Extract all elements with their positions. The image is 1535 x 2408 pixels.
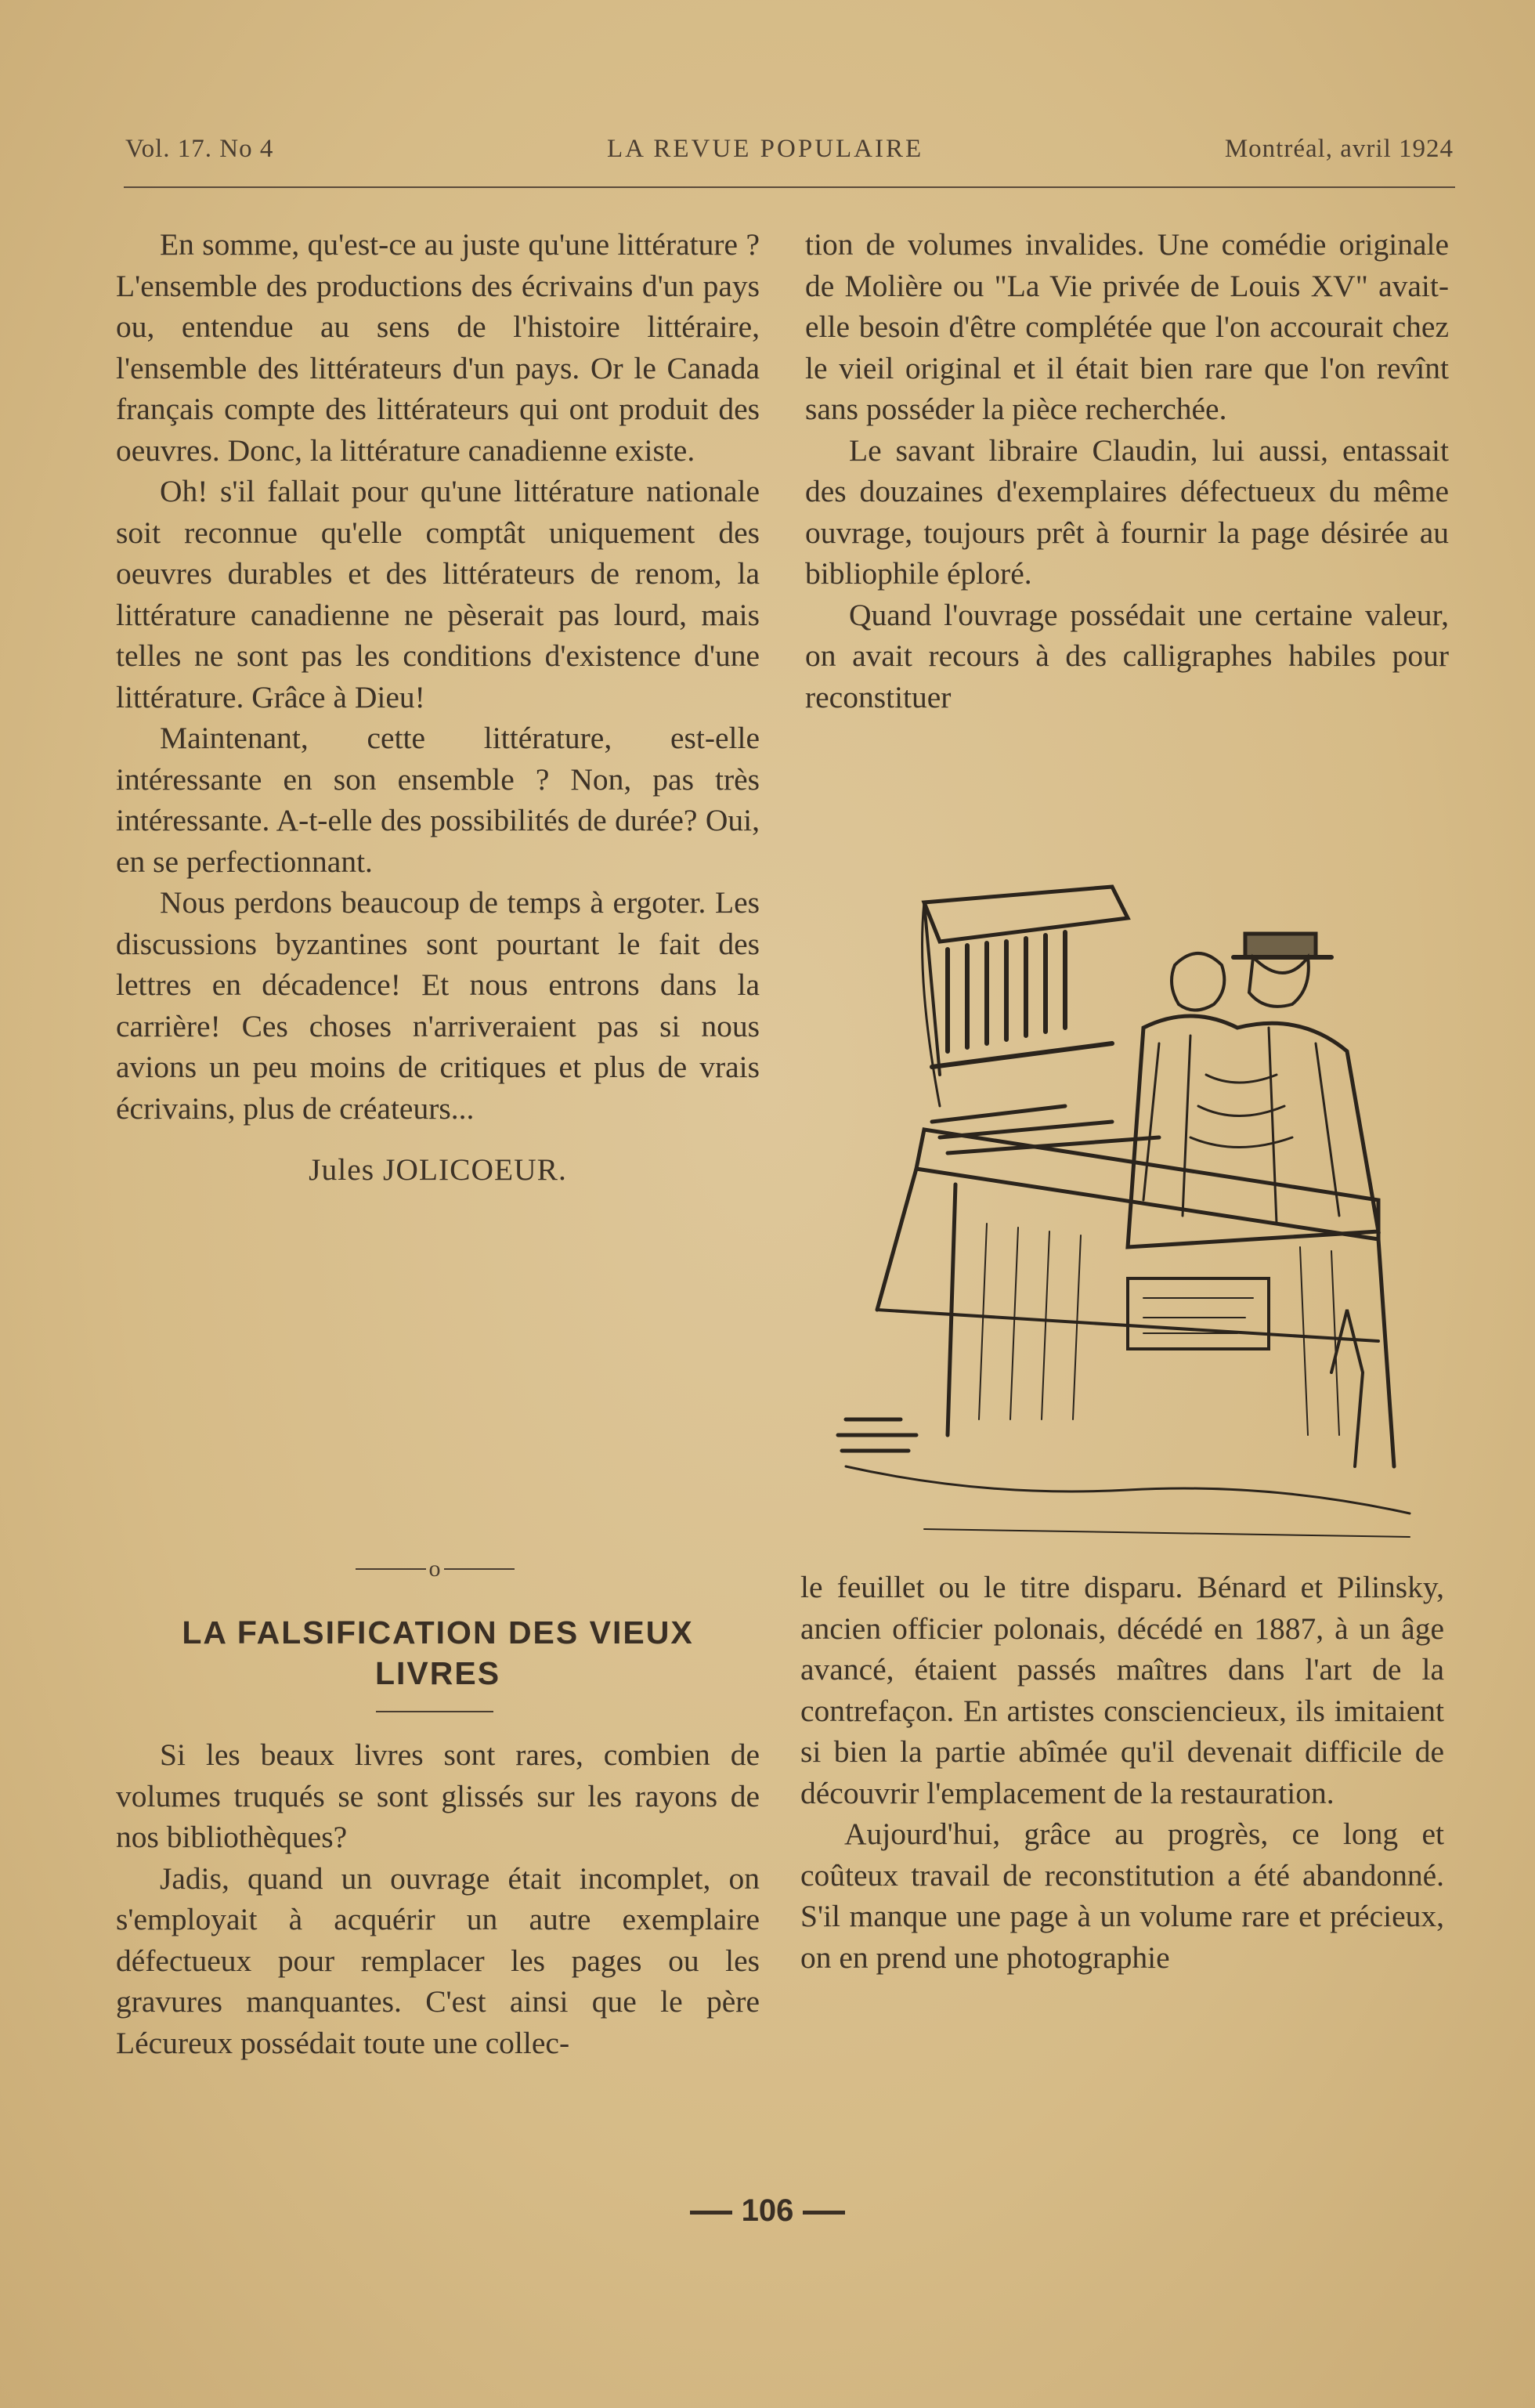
engraving-illustration <box>830 871 1425 1545</box>
issue-date: Montréal, avril 1924 <box>1224 135 1454 163</box>
volume-number: Vol. 17. No 4 <box>125 135 274 163</box>
page-footer <box>0 2193 1535 2229</box>
paragraph: Oh! s'il fallait pour qu'une littérature nationale soit reconnue qu'elle comptât uniquement des oeuvres durables et des littérateurs de renom, la littérature canadienne ne pèserait pas lourd, mais telles ne sont pas les conditions d'existence d'une littérature. Grâce à Dieu! <box>116 474 760 714</box>
running-header <box>125 135 1454 174</box>
divider-mark: o <box>428 1556 441 1582</box>
paragraph: En somme, qu'est-ce au juste qu'une littérature ? L'ensemble des productions des écrivains d'un pays ou, entendue au sens de l'histoire littéraire, l'ensemble des littérateurs d'un pays. Or le Canada français compte des littérateurs qui ont produit des oeuvres. Donc, la littérature canadienne existe. <box>116 227 760 468</box>
paragraph: Jadis, quand un ouvrage était incomplet, on s'employait à acquérir un autre exemplaire défectueux pour remplacer les pages ou les gravures manquantes. C'est ainsi que le père Lécureux possédait toute une collec- <box>116 1860 760 2060</box>
left-column-article-start <box>116 1734 760 2063</box>
right-column-bottom <box>800 1567 1444 1978</box>
paragraph: tion de volumes invalides. Une comédie originale de Molière ou "La Vie privée de Louis XV" avait-elle besoin d'être complétée que l'on accourait chez le vieil original et il était bien rare que l'on revînt sans posséder la pièce recherchée. <box>805 227 1449 426</box>
page-number: 106 <box>741 2193 794 2228</box>
paragraph: Si les beaux livres sont rares, combien de volumes truqués se sont glissés sur les rayons de nos bibliothèques? <box>116 1737 760 1854</box>
paragraph: Maintenant, cette littérature, est-elle intéressante en son ensemble ? Non, pas très intéressante. A-t-elle des possibilités de durée? Oui, en se perfectionnant. <box>116 721 760 879</box>
right-column-top <box>805 224 1449 718</box>
paragraph: Aujourd'hui, grâce au progrès, ce long et coûteux travail de reconstitution a été abandonné. S'il manque une page à un volume rare et précieux, on en prend une photographie <box>800 1817 1444 1975</box>
header-rule <box>124 186 1455 188</box>
paragraph: Nous perdons beaucoup de temps à ergoter. Les discussions byzantines sont pourtant le fait des lettres en décadence! Et nous entrons dans la carrière! Ces choses n'arriveraient pas si nous avions un peu moins de critiques et plus de vrais écrivains, plus de créateurs... <box>116 885 760 1126</box>
author-signature: Jules JOLICOEUR. <box>309 1152 567 1187</box>
paragraph: le feuillet ou le titre disparu. Bénard et Pilinsky, ancien officier polonais, décédé en 1887, à un âge avancé, étaient passés maîtres dans l'art de la contrefaçon. En artistes consciencieux, ils imitaient si bien la partie abîmée qu'il devenait difficile de découvrir l'emplacement de la restauration. <box>800 1570 1444 1810</box>
paragraph: Le savant libraire Claudin, lui aussi, entassait des douzaines d'exemplaires défectueux du même ouvrage, toujours prêt à fournir la page désirée au bibliophile éploré. <box>805 432 1449 591</box>
section-divider <box>337 1554 533 1582</box>
title-rule <box>376 1711 493 1712</box>
left-column-article-end <box>116 224 760 1191</box>
article-title: LA FALSIFICATION DES VIEUX LIVRES <box>182 1614 694 1691</box>
publication-title: LA REVUE POPULAIRE <box>607 135 924 163</box>
paragraph: Quand l'ouvrage possédait une certaine valeur, on avait recours à des calligraphes habiles pour reconstituer <box>805 597 1449 714</box>
